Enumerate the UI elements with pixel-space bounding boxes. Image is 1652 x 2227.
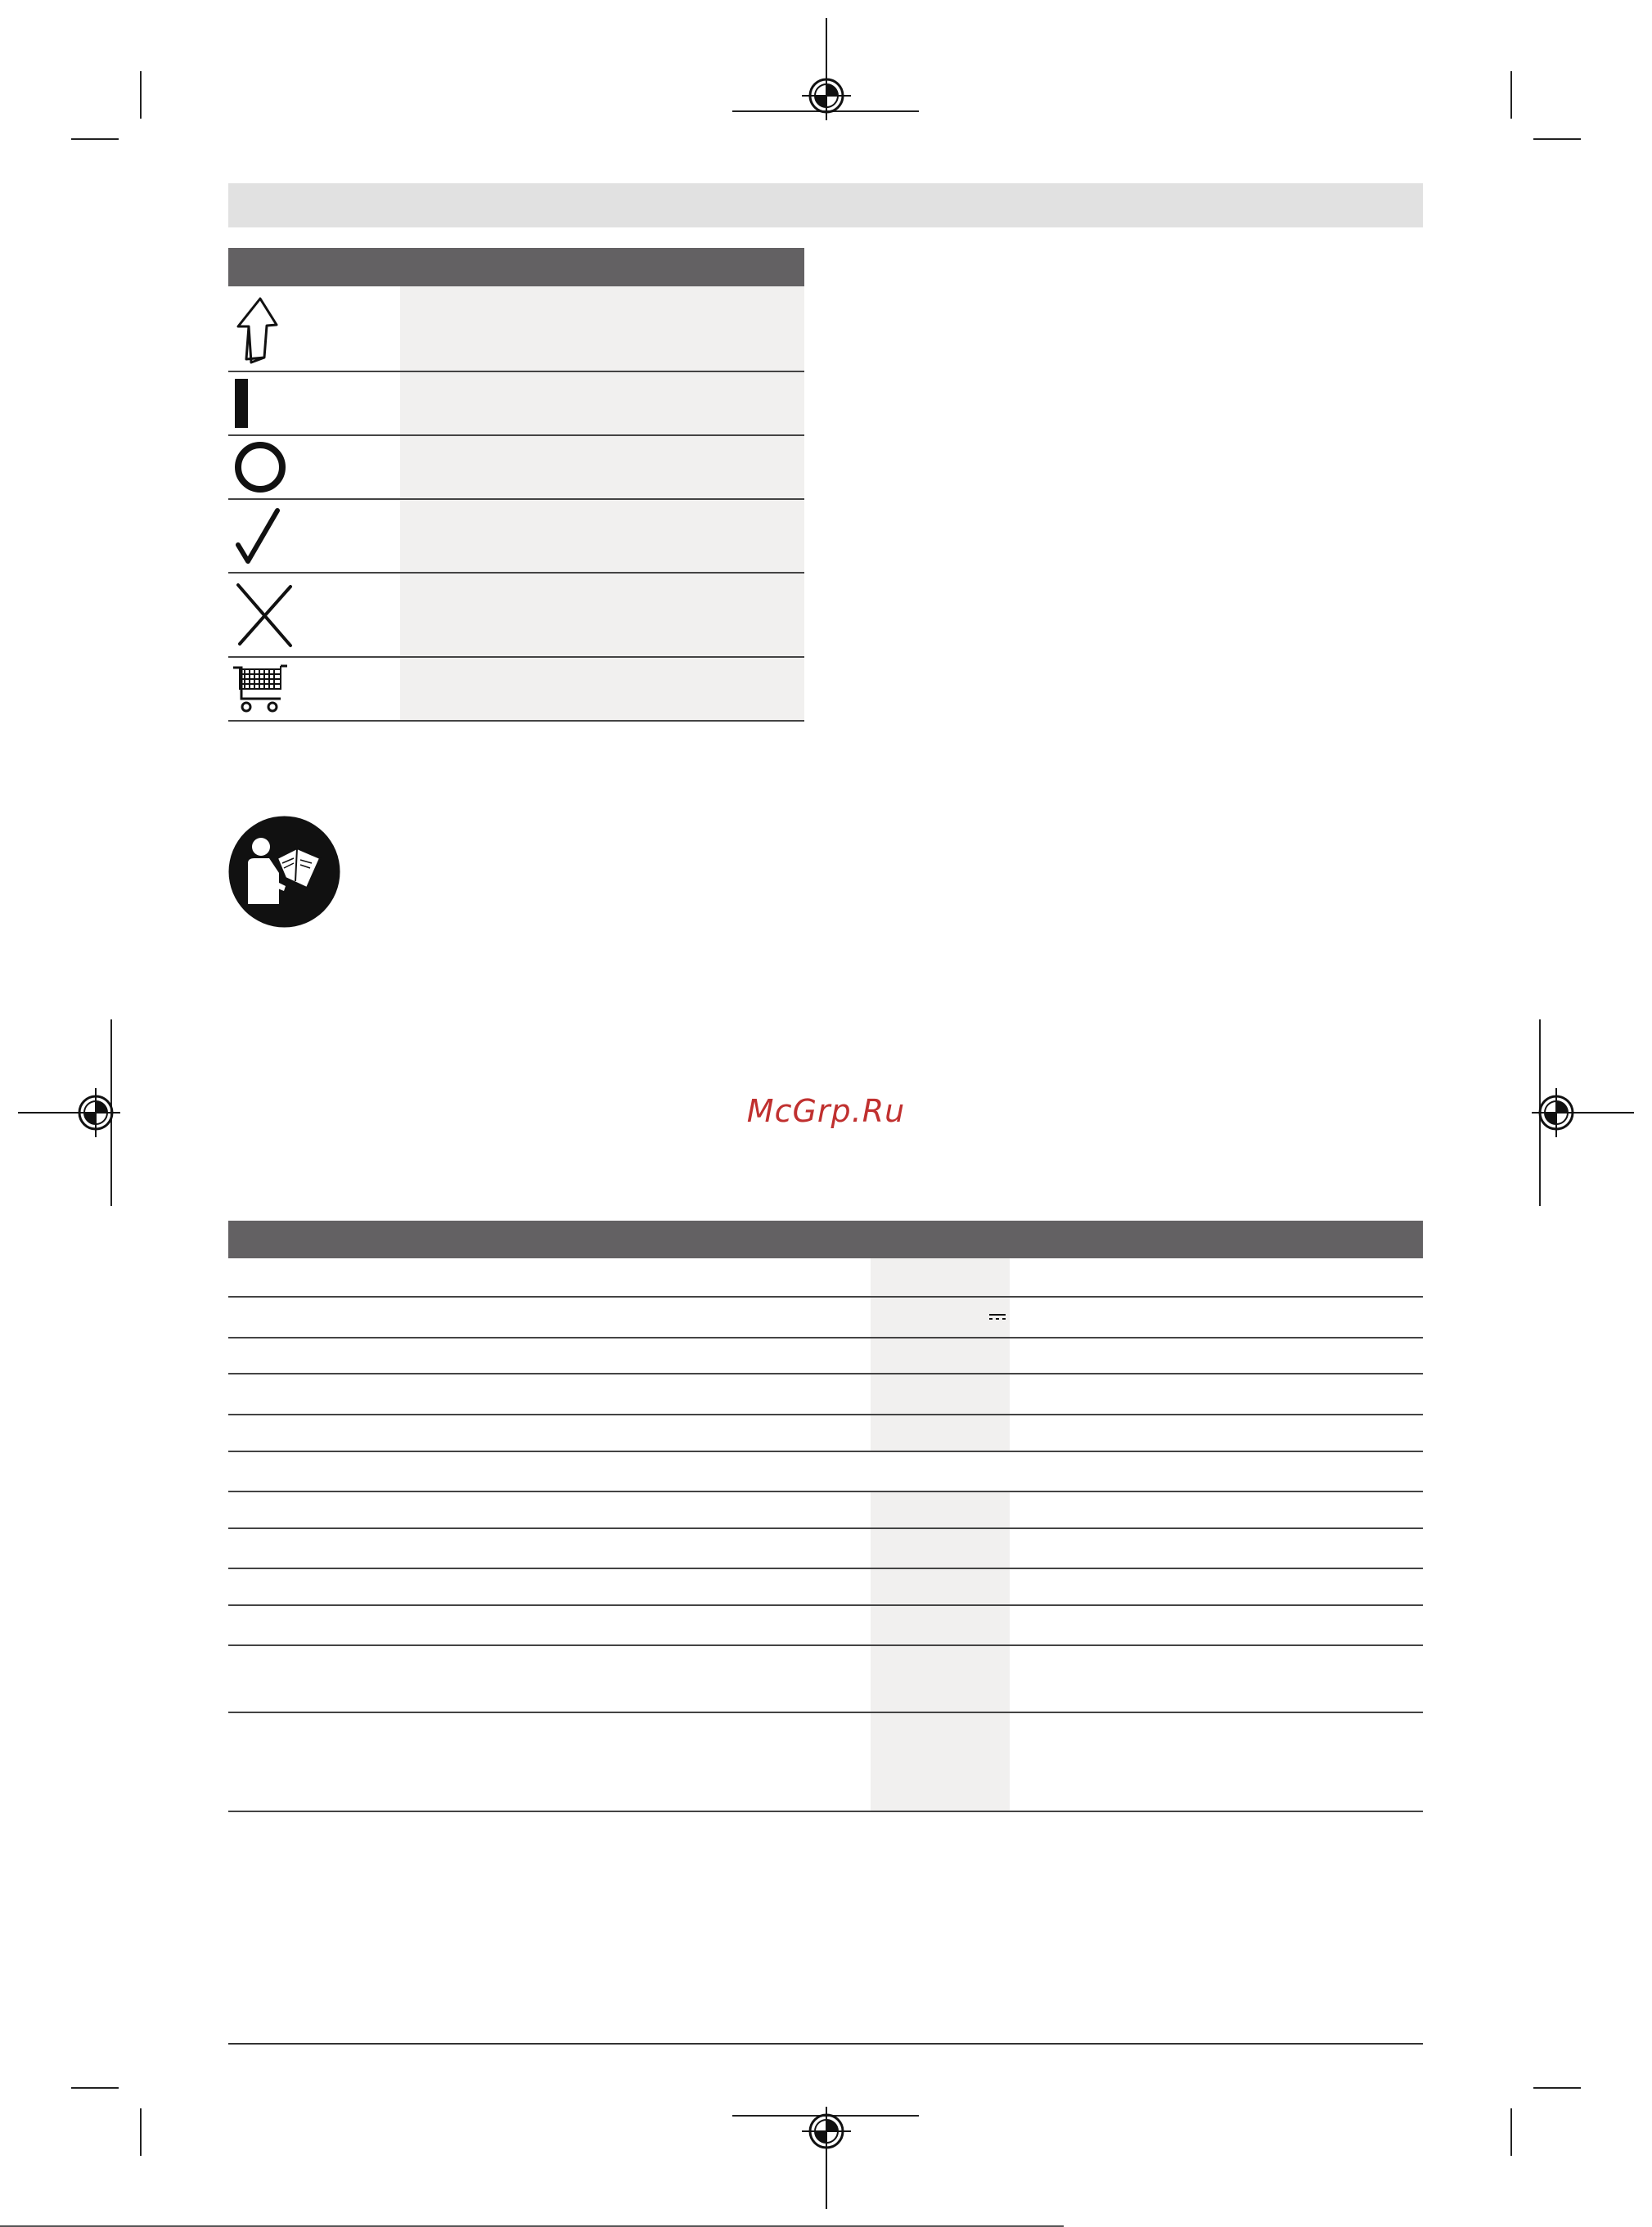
symbol-table <box>228 248 804 722</box>
arrow-up-icon <box>232 292 289 366</box>
cross-mark-icon <box>232 578 297 652</box>
symbol-row-check <box>228 500 804 574</box>
symbol-row-cart <box>228 658 804 722</box>
symbol-description-cell <box>400 658 804 720</box>
symbol-cell <box>228 436 400 498</box>
table-row <box>228 1374 1423 1415</box>
symbol-cell <box>228 286 400 371</box>
registration-mark-bottom <box>785 2107 867 2209</box>
technical-data-header <box>228 1221 1423 1258</box>
symbol-row-off <box>228 436 804 500</box>
watermark-text: McGrp.Ru <box>746 1093 906 1129</box>
read-manual-icon <box>228 816 340 928</box>
technical-data-table <box>228 1221 1423 1812</box>
symbol-table-header <box>228 248 804 286</box>
off-circle-icon <box>232 439 289 496</box>
table-row <box>228 1415 1423 1452</box>
shopping-cart-icon <box>232 663 290 715</box>
table-row <box>228 1569 1423 1606</box>
symbol-cell <box>228 500 400 572</box>
check-mark-icon <box>232 506 289 567</box>
table-row <box>228 1298 1423 1338</box>
table-row <box>228 1529 1423 1569</box>
table-row <box>228 1606 1423 1646</box>
symbol-row-on <box>228 372 804 436</box>
footer-divider <box>228 2043 1423 2045</box>
symbol-description-cell <box>400 372 804 434</box>
symbol-description-cell <box>400 500 804 572</box>
symbol-cell <box>228 658 400 720</box>
on-bar-icon <box>232 377 256 430</box>
table-row <box>228 1646 1423 1713</box>
symbol-row-cross <box>228 574 804 658</box>
table-row <box>228 1338 1423 1374</box>
symbol-cell <box>228 574 400 656</box>
direct-current-icon <box>989 1314 1006 1320</box>
symbol-description-cell <box>400 574 804 656</box>
symbol-description-cell <box>400 286 804 371</box>
table-row <box>228 1492 1423 1529</box>
symbol-row-arrow <box>228 286 804 372</box>
symbol-cell <box>228 372 400 434</box>
table-row <box>228 1258 1423 1298</box>
registration-mark-top <box>785 18 867 120</box>
table-row <box>228 1713 1423 1812</box>
table-row <box>228 1452 1423 1492</box>
page-header-bar <box>228 183 1423 227</box>
symbol-description-cell <box>400 436 804 498</box>
